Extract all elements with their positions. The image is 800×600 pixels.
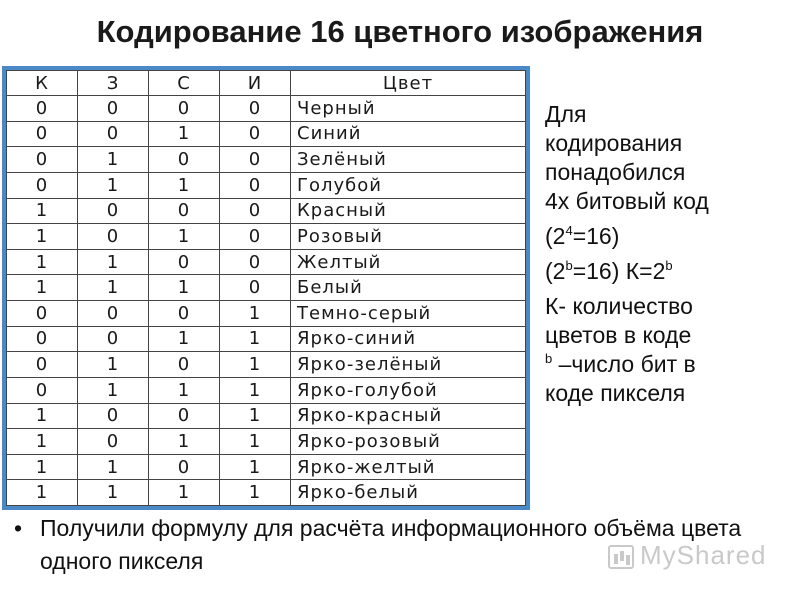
bit-cell: 0: [78, 429, 149, 455]
bit-cell: 1: [220, 429, 291, 455]
bit-cell: 0: [220, 121, 291, 147]
table-row: [7, 480, 526, 506]
column-header-i: И: [220, 71, 291, 96]
bit-cell: 1: [78, 147, 149, 173]
color-name-cell: Белый: [291, 275, 526, 301]
color-name-cell: Ярко-белый: [291, 480, 526, 506]
bit-cell: 1: [149, 429, 220, 455]
bit-cell: 1: [149, 326, 220, 352]
color-code-table: [6, 70, 526, 506]
conclusion-text: Получили формулу для расчёта информационного объёма цвета одного пикселя: [40, 515, 742, 574]
bit-cell: 0: [220, 249, 291, 275]
bit-cell: 1: [7, 454, 78, 480]
table-row: [7, 249, 526, 275]
bit-cell: 1: [7, 198, 78, 224]
formula-2-pow-b: $(2^b=16)$ $К=2^b$: [545, 258, 673, 284]
color-name-cell: Зелёный: [291, 147, 526, 173]
table-row: [7, 198, 526, 224]
bit-cell: 1: [78, 480, 149, 506]
table-row: [7, 224, 526, 250]
bit-cell: 0: [149, 198, 220, 224]
bit-cell: 1: [78, 454, 149, 480]
watermark: [608, 540, 767, 571]
bit-cell: 0: [149, 96, 220, 122]
column-header-s: С: [149, 71, 220, 96]
table-row: [7, 147, 526, 173]
bit-cell: 1: [78, 352, 149, 378]
bit-cell: 1: [7, 403, 78, 429]
bit-cell: 0: [149, 249, 220, 275]
table-row: [7, 352, 526, 378]
bit-cell: 1: [7, 275, 78, 301]
bit-cell: 0: [7, 352, 78, 378]
explanation-line: 4х битовый код: [545, 188, 709, 214]
bit-cell: 1: [220, 352, 291, 378]
bit-cell: 1: [220, 301, 291, 327]
bit-cell: 0: [149, 454, 220, 480]
bit-cell: 1: [7, 429, 78, 455]
table-row: [7, 301, 526, 327]
bit-cell: 0: [7, 172, 78, 198]
bit-cell: 1: [149, 480, 220, 506]
bit-cell: 1: [149, 377, 220, 403]
table-row: [7, 454, 526, 480]
bit-cell: 0: [149, 352, 220, 378]
bit-cell: 0: [78, 326, 149, 352]
column-header-color: Цвет: [291, 71, 526, 96]
explanation-line: Для: [545, 101, 587, 127]
bit-cell: 0: [78, 121, 149, 147]
bit-cell: 0: [78, 301, 149, 327]
bit-cell: 0: [7, 377, 78, 403]
bit-cell: 0: [78, 403, 149, 429]
bit-cell: 0: [149, 147, 220, 173]
bit-cell: 1: [78, 275, 149, 301]
bit-cell: 1: [7, 224, 78, 250]
watermark-text: MyShared: [640, 540, 767, 570]
bit-cell: 1: [220, 377, 291, 403]
table-row: [7, 275, 526, 301]
table-header-row: [7, 71, 526, 96]
bit-cell: 1: [7, 249, 78, 275]
color-name-cell: Голубой: [291, 172, 526, 198]
bit-cell: 0: [149, 403, 220, 429]
column-header-z: З: [78, 71, 149, 96]
explanation-line: цветов в коде: [545, 322, 692, 348]
color-name-cell: Красный: [291, 198, 526, 224]
bit-cell: 1: [149, 172, 220, 198]
table-row: [7, 172, 526, 198]
bit-cell: 1: [149, 224, 220, 250]
page-title: Кодирование 16 цветного изображения: [96, 14, 704, 49]
bit-cell: 1: [78, 377, 149, 403]
b-definition: $^b$ –число бит в: [545, 351, 696, 377]
table-row: [7, 377, 526, 403]
bit-cell: 1: [220, 454, 291, 480]
chart-logo-icon: [608, 545, 634, 569]
table-row: [7, 403, 526, 429]
color-name-cell: Темно-серый: [291, 301, 526, 327]
color-name-cell: Желтый: [291, 249, 526, 275]
color-name-cell: Черный: [291, 96, 526, 122]
table-row: [7, 326, 526, 352]
table-row: [7, 96, 526, 122]
explanation-line: коде пикселя: [545, 380, 686, 406]
bit-cell: 0: [7, 121, 78, 147]
color-name-cell: Ярко-зелёный: [291, 352, 526, 378]
bit-cell: 1: [220, 480, 291, 506]
bit-cell: 0: [7, 147, 78, 173]
explanation-line: кодирования: [545, 130, 683, 156]
table-row: [7, 429, 526, 455]
color-name-cell: Розовый: [291, 224, 526, 250]
table-row: [7, 121, 526, 147]
bit-cell: 0: [220, 224, 291, 250]
bit-cell: 0: [220, 275, 291, 301]
explanation-line: К- количество: [545, 293, 693, 319]
explanation-block: [545, 100, 795, 408]
bit-cell: 0: [78, 224, 149, 250]
color-code-table-frame: [2, 66, 530, 510]
bit-cell: 0: [220, 147, 291, 173]
bit-cell: 0: [220, 96, 291, 122]
bit-cell: 1: [7, 480, 78, 506]
formula-2-pow-4: $(2^4=16)$: [545, 223, 620, 249]
explanation-line: понадобился: [545, 159, 686, 185]
bit-cell: 0: [220, 198, 291, 224]
color-name-cell: Ярко-синий: [291, 326, 526, 352]
color-name-cell: Ярко-красный: [291, 403, 526, 429]
color-name-cell: Ярко-голубой: [291, 377, 526, 403]
bit-cell: 1: [149, 121, 220, 147]
column-header-k: К: [7, 71, 78, 96]
bit-cell: 0: [7, 301, 78, 327]
bit-cell: 0: [78, 198, 149, 224]
bit-cell: 1: [78, 172, 149, 198]
bit-cell: 1: [149, 275, 220, 301]
color-name-cell: Синий: [291, 121, 526, 147]
color-name-cell: Ярко-желтый: [291, 454, 526, 480]
bit-cell: 1: [220, 403, 291, 429]
bit-cell: 0: [7, 326, 78, 352]
bit-cell: 0: [78, 96, 149, 122]
bullet-icon: •: [14, 515, 23, 541]
bit-cell: 1: [220, 326, 291, 352]
bit-cell: 1: [78, 249, 149, 275]
color-name-cell: Ярко-розовый: [291, 429, 526, 455]
bit-cell: 0: [220, 172, 291, 198]
bit-cell: 0: [149, 301, 220, 327]
bit-cell: 0: [7, 96, 78, 122]
